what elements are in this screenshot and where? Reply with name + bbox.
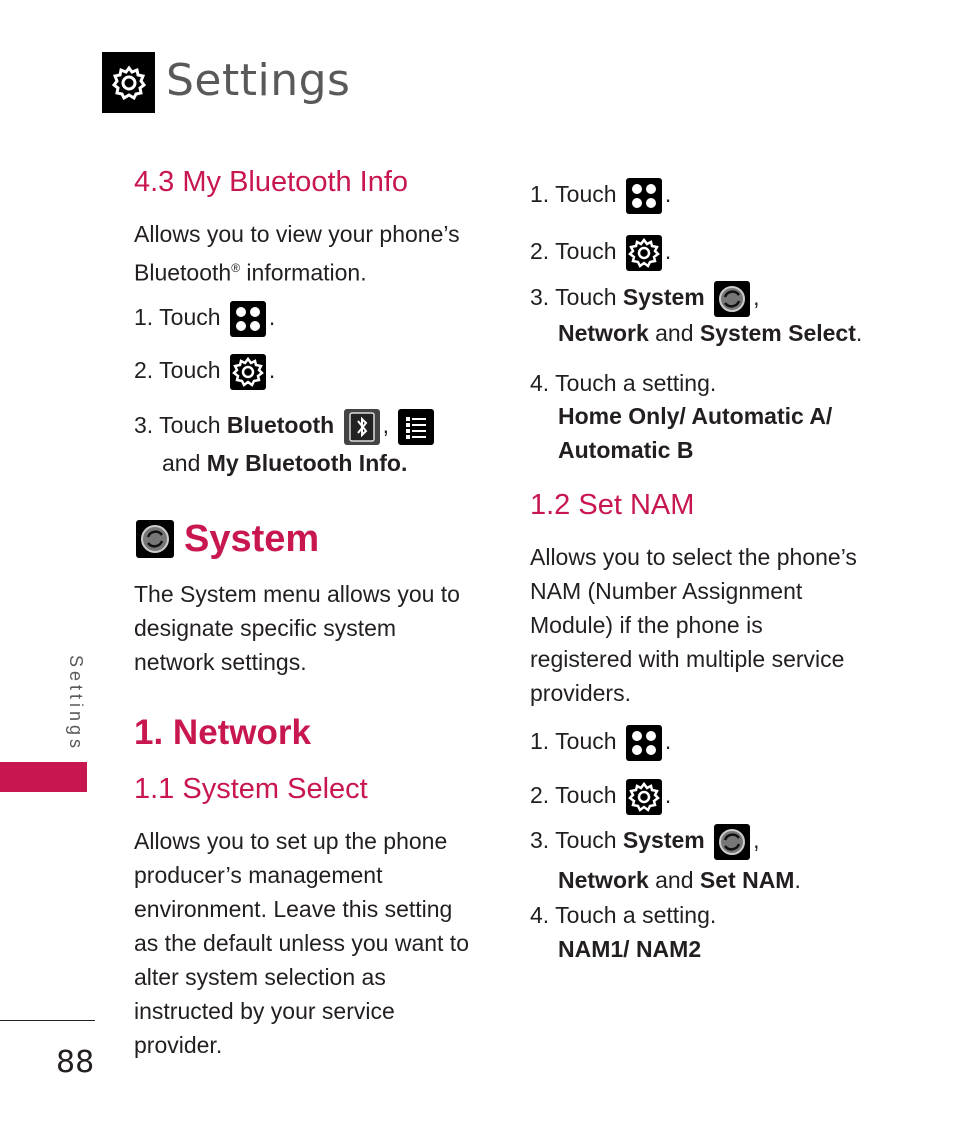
bt-step-3-cont [162, 446, 407, 480]
desc-line: provider. [134, 1032, 223, 1058]
system-icon [714, 281, 750, 317]
system-heading: System [184, 518, 320, 560]
step-text: 2. Touch [134, 357, 221, 383]
bluetooth-info-heading: 4.3 My Bluetooth Info [134, 166, 409, 198]
settings-gear-icon [230, 354, 266, 390]
page-title: Settings [166, 55, 351, 106]
page-number: 88 [56, 1045, 95, 1080]
nam-step-4: 4. Touch a setting. [530, 902, 717, 928]
step-item: My Bluetooth Info. [206, 450, 408, 476]
desc-line: designate specific system [134, 615, 397, 641]
desc-line: Allows you to set up the phone [134, 828, 448, 854]
nam-step-3: 3. Touch System , [530, 823, 760, 860]
step-item: Bluetooth [226, 412, 335, 438]
bt-step-2: 2. Touch . [134, 353, 275, 390]
desc-line: The System menu allows you to [134, 581, 460, 607]
ss-options-line2: Automatic B [558, 437, 694, 463]
set-nam-heading: 1.2 Set NAM [530, 489, 695, 521]
settings-gear-icon [626, 779, 662, 815]
desc-line: Allows you to view your phone’s [134, 221, 460, 247]
desc-line: registered with multiple service [530, 646, 845, 672]
desc-line: providers. [530, 680, 631, 706]
settings-gear-icon [626, 235, 662, 271]
step-text: 1. Touch [530, 728, 617, 754]
menu-grid-icon [230, 301, 266, 337]
desc-line: alter system selection as [134, 964, 386, 990]
system-select-desc [134, 824, 469, 1062]
nam-options: NAM1/ NAM2 [558, 936, 702, 962]
step-text: 2. Touch [530, 238, 617, 264]
ss-step-3: 3. Touch System , [530, 280, 760, 317]
step-text: and [648, 867, 700, 893]
desc-line: instructed by your service [134, 998, 395, 1024]
ss-step-2: 2. Touch . [530, 234, 671, 271]
step-text: 1. Touch [530, 181, 617, 207]
system-desc [134, 577, 460, 679]
step-text: 2. Touch [530, 782, 617, 808]
desc-line: Module) if the phone is [530, 612, 763, 638]
menu-grid-icon [626, 178, 662, 214]
ss-options-line1: Home Only/ Automatic A/ [558, 403, 833, 429]
step-item: System [622, 827, 705, 853]
footer-rule [0, 1020, 95, 1021]
step-item: Network [558, 867, 649, 893]
step-text: 3. Touch [134, 412, 227, 438]
side-tab-marker [0, 762, 87, 792]
ss-step-4: 4. Touch a setting. [530, 370, 717, 396]
desc-line: NAM (Number Assignment [530, 578, 803, 604]
desc-line: producer’s management [134, 862, 383, 888]
bluetooth-info-desc [134, 217, 460, 290]
nam-step-2: 2. Touch . [530, 778, 671, 815]
network-heading: 1. Network [134, 713, 311, 752]
gear-icon [102, 52, 155, 113]
registered-mark: ® [231, 261, 241, 275]
system-select-heading: 1.1 System Select [134, 773, 368, 805]
set-nam-desc [530, 540, 857, 710]
bt-step-1: 1. Touch . [134, 300, 275, 337]
ss-step-1: 1. Touch . [530, 177, 671, 214]
bt-step-3: 3. Touch Bluetooth , [134, 408, 437, 445]
desc-text: information. [240, 259, 367, 286]
desc-line [134, 251, 460, 290]
step-item: Network [558, 320, 649, 346]
desc-line: as the default unless you want to [134, 930, 469, 956]
nam-step-1: 1. Touch . [530, 724, 671, 761]
step-text: 1. Touch [134, 304, 221, 330]
system-icon [136, 520, 174, 558]
side-section-label: Settings [66, 655, 86, 753]
desc-line: Allows you to select the phone’s [530, 544, 857, 570]
desc-line: network settings. [134, 649, 307, 675]
step-item: System Select [699, 320, 856, 346]
step-text: and [162, 450, 207, 476]
bluetooth-icon [344, 409, 380, 445]
step-text: 3. Touch [530, 284, 623, 310]
system-icon [714, 824, 750, 860]
ss-step-3-cont: Network and System Select. [558, 320, 863, 346]
desc-text: Bluetooth [134, 259, 232, 286]
menu-grid-icon [626, 725, 662, 761]
step-text: and [648, 320, 700, 346]
desc-line: environment. Leave this setting [134, 896, 453, 922]
step-item: Set NAM [699, 867, 795, 893]
step-text: 3. Touch [530, 827, 623, 853]
step-item: System [622, 284, 705, 310]
list-icon [398, 409, 434, 445]
nam-step-3-cont: Network and Set NAM. [558, 867, 801, 893]
